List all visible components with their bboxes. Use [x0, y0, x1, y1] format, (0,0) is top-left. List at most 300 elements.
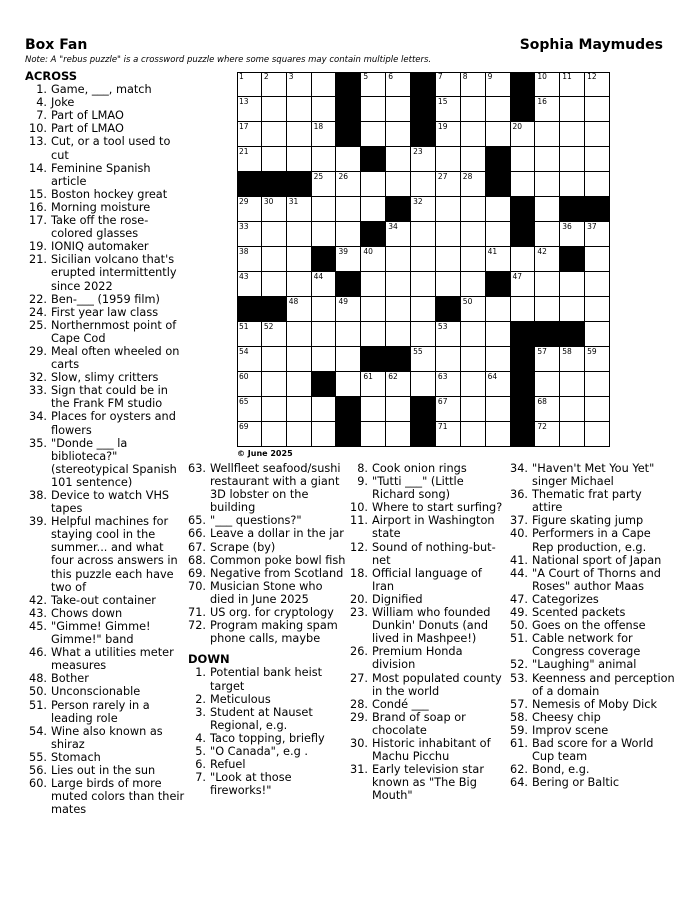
grid-cell[interactable] — [386, 422, 411, 447]
clue-item[interactable] — [510, 514, 675, 527]
grid-cell[interactable] — [585, 222, 610, 247]
grid-cell[interactable] — [511, 172, 536, 197]
clue-item[interactable] — [27, 135, 185, 161]
grid-cell[interactable] — [585, 322, 610, 347]
grid-cell[interactable] — [361, 322, 386, 347]
grid-cell[interactable] — [262, 97, 287, 122]
grid-cell[interactable] — [486, 347, 511, 372]
clue-item[interactable] — [510, 724, 675, 737]
grid-cell[interactable] — [312, 147, 337, 172]
clue-item[interactable] — [27, 751, 185, 764]
grid-cell[interactable] — [411, 222, 436, 247]
grid-cell[interactable] — [585, 97, 610, 122]
grid-cell[interactable] — [585, 272, 610, 297]
grid-cell[interactable] — [411, 197, 436, 222]
grid-cell[interactable] — [560, 72, 585, 97]
grid-cell[interactable] — [312, 322, 337, 347]
grid-cell[interactable] — [486, 297, 511, 322]
clue-item[interactable] — [190, 666, 348, 692]
grid-cell[interactable] — [560, 272, 585, 297]
grid-cell[interactable] — [262, 347, 287, 372]
grid-cell[interactable] — [287, 222, 312, 247]
clue-item[interactable] — [27, 489, 185, 515]
clue-number: 59. — [510, 723, 528, 737]
grid-cell[interactable] — [312, 122, 337, 147]
grid-cell[interactable] — [436, 72, 461, 97]
grid-cell[interactable] — [386, 122, 411, 147]
grid-cell[interactable] — [436, 247, 461, 272]
clue-item[interactable] — [510, 698, 675, 711]
clue-item[interactable] — [350, 763, 505, 802]
cell-number: 8 — [462, 72, 468, 81]
grid-cell[interactable] — [560, 397, 585, 422]
clue-number: 56. — [29, 763, 47, 777]
grid-cell[interactable] — [560, 222, 585, 247]
clue-item[interactable] — [510, 672, 675, 698]
clue-text: Bond, e.g. — [532, 763, 590, 777]
clue-item[interactable] — [27, 699, 185, 725]
grid-cell[interactable] — [361, 422, 386, 447]
clue-item[interactable] — [27, 371, 185, 384]
grid-cell[interactable] — [436, 197, 461, 222]
grid-cell[interactable] — [287, 147, 312, 172]
clue-text: Sign that could be in the Frank FM studio — [51, 384, 168, 411]
grid-cell[interactable] — [560, 122, 585, 147]
grid-cell[interactable] — [511, 122, 536, 147]
clue-item[interactable] — [27, 777, 185, 816]
grid-cell[interactable] — [386, 372, 411, 397]
clue-item[interactable] — [510, 776, 675, 789]
grid-cell[interactable] — [436, 272, 461, 297]
grid-cell[interactable] — [361, 197, 386, 222]
clue-item[interactable] — [27, 607, 185, 620]
grid-cell[interactable] — [361, 272, 386, 297]
grid-cell[interactable] — [486, 222, 511, 247]
grid-cell[interactable] — [287, 122, 312, 147]
clue-number: 1. — [36, 83, 47, 97]
clue-item[interactable] — [510, 462, 675, 488]
clue-item[interactable] — [27, 620, 185, 646]
grid-cell[interactable] — [461, 172, 486, 197]
grid-cell[interactable] — [312, 72, 337, 97]
grid-cell[interactable] — [386, 172, 411, 197]
clue-text: Program making spam phone calls, maybe — [210, 619, 338, 646]
clue-item[interactable] — [188, 619, 348, 645]
grid-cell[interactable] — [287, 397, 312, 422]
grid-cell[interactable] — [386, 322, 411, 347]
grid-cell[interactable] — [585, 172, 610, 197]
grid-cell[interactable] — [486, 72, 511, 97]
clue-item[interactable] — [27, 162, 185, 188]
grid-cell[interactable] — [262, 322, 287, 347]
clue-item[interactable] — [27, 672, 185, 685]
clue-item[interactable] — [350, 567, 505, 593]
clue-item[interactable] — [27, 109, 185, 122]
grid-cell[interactable] — [262, 197, 287, 222]
clue-item[interactable] — [27, 515, 185, 594]
grid-cell[interactable] — [461, 72, 486, 97]
grid-cell[interactable] — [411, 147, 436, 172]
clue-item[interactable] — [27, 646, 185, 672]
clue-item[interactable] — [188, 541, 348, 554]
grid-cell[interactable] — [535, 297, 560, 322]
grid-cell[interactable] — [585, 397, 610, 422]
grid-cell[interactable] — [411, 372, 436, 397]
clue-text: "Gimme! Gimme! Gimme!" band — [51, 619, 151, 647]
grid-cell[interactable] — [461, 197, 486, 222]
clue-item[interactable] — [188, 462, 348, 514]
clue-item[interactable] — [510, 763, 675, 776]
clue-text: "Donde ___ la biblioteca?" (stereotypical Spanish 101 sentence) — [51, 436, 177, 489]
grid-cell[interactable] — [386, 147, 411, 172]
grid-cell[interactable] — [237, 222, 262, 247]
grid-cell[interactable] — [535, 172, 560, 197]
grid-cell[interactable] — [361, 97, 386, 122]
grid-cell[interactable] — [312, 197, 337, 222]
grid-cell[interactable] — [461, 247, 486, 272]
clue-item[interactable] — [190, 771, 348, 797]
clue-text: Part of LMAO — [51, 109, 124, 123]
clue-item[interactable] — [190, 758, 348, 771]
grid-cell[interactable] — [535, 247, 560, 272]
grid-cell[interactable] — [436, 372, 461, 397]
clue-item[interactable] — [350, 645, 505, 671]
grid-cell[interactable] — [511, 247, 536, 272]
grid-cell[interactable] — [336, 372, 361, 397]
grid-cell[interactable] — [262, 372, 287, 397]
grid-cell[interactable] — [486, 122, 511, 147]
grid-cell[interactable] — [560, 347, 585, 372]
grid-cell[interactable] — [361, 297, 386, 322]
clue-item[interactable] — [510, 488, 675, 514]
clue-text: Meal often wheeled on carts — [51, 344, 180, 372]
grid-cell[interactable] — [262, 272, 287, 297]
cell-number: 37 — [587, 222, 597, 231]
clue-text: Figure skating jump — [532, 514, 644, 528]
grid-cell[interactable] — [361, 247, 386, 272]
grid-cell[interactable] — [237, 147, 262, 172]
clue-item[interactable] — [510, 737, 675, 763]
clue-item[interactable] — [510, 567, 675, 593]
grid-cell[interactable] — [436, 222, 461, 247]
clue-item[interactable] — [27, 240, 185, 253]
grid-cell[interactable] — [312, 297, 337, 322]
grid-cell[interactable] — [560, 97, 585, 122]
clue-item[interactable] — [350, 514, 505, 540]
cell-number: 39 — [338, 247, 348, 256]
grid-cell[interactable] — [287, 422, 312, 447]
clue-text: Part of LMAO — [51, 122, 124, 136]
clue-text: Common poke bowl fish — [210, 553, 346, 567]
grid-cell[interactable] — [287, 322, 312, 347]
clue-number: 11. — [350, 514, 368, 528]
grid-cell[interactable] — [461, 272, 486, 297]
grid-cell[interactable] — [461, 347, 486, 372]
grid-cell[interactable] — [237, 197, 262, 222]
clue-item[interactable] — [27, 96, 185, 109]
clue-item[interactable] — [27, 594, 185, 607]
grid-cell[interactable] — [262, 147, 287, 172]
grid-cell[interactable] — [461, 222, 486, 247]
clue-number: 44. — [510, 566, 528, 580]
grid-cell[interactable] — [361, 122, 386, 147]
grid-cell[interactable] — [461, 322, 486, 347]
grid-cell[interactable] — [411, 347, 436, 372]
grid-cell[interactable] — [560, 372, 585, 397]
clue-item[interactable] — [27, 384, 185, 410]
clue-item[interactable] — [27, 437, 185, 489]
grid-cell[interactable] — [312, 272, 337, 297]
grid-cell[interactable] — [560, 422, 585, 447]
grid-cell[interactable] — [560, 147, 585, 172]
grid-cell[interactable] — [411, 322, 436, 347]
clue-item[interactable] — [350, 737, 505, 763]
clue-item[interactable] — [190, 732, 348, 745]
clue-item[interactable] — [27, 201, 185, 214]
grid-cell[interactable] — [262, 422, 287, 447]
grid-cell[interactable] — [461, 147, 486, 172]
black-square — [436, 297, 461, 322]
grid-cell[interactable] — [511, 147, 536, 172]
grid-cell[interactable] — [535, 397, 560, 422]
grid-cell[interactable] — [486, 197, 511, 222]
clue-text: Refuel — [210, 758, 246, 772]
grid-cell[interactable] — [361, 372, 386, 397]
grid-cell[interactable] — [486, 397, 511, 422]
clue-item[interactable] — [27, 253, 185, 292]
clue-item[interactable] — [350, 541, 505, 567]
grid-cell[interactable] — [237, 322, 262, 347]
grid-cell[interactable] — [237, 72, 262, 97]
grid-cell[interactable] — [535, 197, 560, 222]
grid-cell[interactable] — [585, 347, 610, 372]
grid-cell[interactable] — [511, 297, 536, 322]
grid-cell[interactable] — [287, 372, 312, 397]
grid-cell[interactable] — [287, 297, 312, 322]
grid-cell[interactable] — [436, 422, 461, 447]
grid-cell[interactable] — [386, 397, 411, 422]
grid-cell[interactable] — [585, 247, 610, 272]
clue-item[interactable] — [350, 462, 505, 475]
grid-cell[interactable] — [287, 247, 312, 272]
grid-cell[interactable] — [436, 397, 461, 422]
grid-cell[interactable] — [436, 147, 461, 172]
clue-item[interactable] — [188, 567, 348, 580]
grid-cell[interactable] — [336, 197, 361, 222]
grid-cell[interactable] — [386, 222, 411, 247]
grid-cell[interactable] — [411, 247, 436, 272]
grid-cell[interactable] — [585, 147, 610, 172]
clue-item[interactable] — [27, 293, 185, 306]
grid-cell[interactable] — [585, 122, 610, 147]
clue-item[interactable] — [350, 711, 505, 737]
grid-cell[interactable] — [386, 247, 411, 272]
grid-cell[interactable] — [336, 347, 361, 372]
grid-cell[interactable] — [237, 97, 262, 122]
grid-cell[interactable] — [287, 347, 312, 372]
clue-item[interactable] — [27, 214, 185, 240]
clue-item[interactable] — [190, 706, 348, 732]
grid-cell[interactable] — [386, 297, 411, 322]
grid-cell[interactable] — [287, 197, 312, 222]
clue-item[interactable] — [27, 345, 185, 371]
grid-cell[interactable] — [237, 347, 262, 372]
grid-cell[interactable] — [461, 422, 486, 447]
grid-cell[interactable] — [262, 397, 287, 422]
grid-cell[interactable] — [386, 97, 411, 122]
grid-cell[interactable] — [461, 122, 486, 147]
clue-item[interactable] — [350, 475, 505, 501]
grid-cell[interactable] — [535, 147, 560, 172]
clue-item[interactable] — [188, 527, 348, 540]
grid-cell[interactable] — [312, 172, 337, 197]
black-square — [262, 172, 287, 197]
grid-cell[interactable] — [535, 72, 560, 97]
grid-cell[interactable] — [535, 122, 560, 147]
clue-item[interactable] — [188, 580, 348, 606]
grid-cell[interactable] — [287, 72, 312, 97]
clue-item[interactable] — [188, 554, 348, 567]
clue-item[interactable] — [350, 698, 505, 711]
grid-cell[interactable] — [361, 172, 386, 197]
clue-item[interactable] — [27, 725, 185, 751]
grid-cell[interactable] — [436, 97, 461, 122]
grid-cell[interactable] — [262, 222, 287, 247]
grid-cell[interactable] — [237, 122, 262, 147]
grid-cell[interactable] — [336, 322, 361, 347]
cell-number: 14 — [338, 97, 348, 106]
clue-item[interactable] — [350, 593, 505, 606]
clue-number: 39. — [29, 515, 47, 529]
clue-item[interactable] — [350, 501, 505, 514]
grid-cell[interactable] — [237, 397, 262, 422]
clue-item[interactable] — [27, 306, 185, 319]
grid-cell[interactable] — [436, 347, 461, 372]
grid-cell[interactable] — [585, 72, 610, 97]
grid-cell[interactable] — [560, 172, 585, 197]
grid-cell[interactable] — [461, 397, 486, 422]
grid-cell[interactable] — [486, 372, 511, 397]
grid-cell[interactable] — [262, 72, 287, 97]
grid-cell[interactable] — [312, 347, 337, 372]
clue-text: Places for oysters and flowers — [51, 410, 176, 437]
clue-item[interactable] — [350, 606, 505, 645]
grid-cell[interactable] — [287, 272, 312, 297]
grid-cell[interactable] — [585, 422, 610, 447]
grid-cell[interactable] — [237, 372, 262, 397]
clue-item[interactable] — [510, 619, 675, 632]
clue-item[interactable] — [27, 410, 185, 436]
grid-cell[interactable] — [461, 372, 486, 397]
grid-cell[interactable] — [386, 272, 411, 297]
clue-item[interactable] — [27, 188, 185, 201]
clue-item[interactable] — [27, 319, 185, 345]
grid-cell[interactable] — [361, 72, 386, 97]
grid-cell[interactable] — [535, 97, 560, 122]
grid-cell[interactable] — [262, 122, 287, 147]
grid-cell[interactable] — [336, 297, 361, 322]
grid-cell[interactable] — [535, 422, 560, 447]
grid-cell[interactable] — [312, 97, 337, 122]
grid-cell[interactable] — [237, 272, 262, 297]
clue-item[interactable] — [190, 693, 348, 706]
clue-item[interactable] — [510, 632, 675, 658]
grid-cell[interactable] — [535, 272, 560, 297]
grid-cell[interactable] — [262, 247, 287, 272]
grid-cell[interactable] — [585, 372, 610, 397]
clue-item[interactable] — [27, 122, 185, 135]
grid-cell[interactable] — [486, 247, 511, 272]
clue-item[interactable] — [27, 685, 185, 698]
grid-cell[interactable] — [312, 422, 337, 447]
grid-cell[interactable] — [486, 97, 511, 122]
clue-item[interactable] — [510, 711, 675, 724]
grid-cell[interactable] — [535, 222, 560, 247]
clue-text: Stomach — [51, 750, 101, 764]
clue-item[interactable] — [510, 593, 675, 606]
cell-number: 57 — [537, 347, 547, 356]
clue-text: "A Court of Thorns and Roses" author Maas — [532, 566, 661, 593]
grid-cell[interactable] — [386, 72, 411, 97]
grid-cell[interactable] — [461, 97, 486, 122]
clue-item[interactable] — [27, 83, 185, 96]
grid-cell[interactable] — [486, 422, 511, 447]
clue-item[interactable] — [350, 672, 505, 698]
clue-item[interactable] — [510, 554, 675, 567]
clue-number: 31. — [350, 763, 368, 777]
grid-cell[interactable] — [411, 297, 436, 322]
grid-cell[interactable] — [560, 297, 585, 322]
grid-cell[interactable] — [436, 122, 461, 147]
grid-cell[interactable] — [287, 97, 312, 122]
clue-item[interactable] — [27, 764, 185, 777]
clue-number: 13. — [29, 135, 47, 149]
grid-cell[interactable] — [535, 347, 560, 372]
grid-cell[interactable] — [336, 222, 361, 247]
grid-cell[interactable] — [361, 397, 386, 422]
grid-cell[interactable] — [436, 322, 461, 347]
grid-cell[interactable] — [336, 247, 361, 272]
grid-cell[interactable] — [336, 147, 361, 172]
grid-cell[interactable] — [511, 272, 536, 297]
clue-item[interactable] — [188, 514, 348, 527]
grid-cell[interactable] — [312, 222, 337, 247]
clue-item[interactable] — [510, 658, 675, 671]
clue-item[interactable] — [190, 745, 348, 758]
grid-cell[interactable] — [486, 322, 511, 347]
grid-cell[interactable] — [411, 172, 436, 197]
puzzle-title: Box Fan — [25, 37, 88, 53]
clue-item[interactable] — [510, 527, 675, 553]
down-clues-column-3 — [350, 462, 505, 802]
crossword-grid — [237, 72, 610, 447]
across-clues-column-1 — [25, 70, 185, 816]
grid-cell[interactable] — [237, 247, 262, 272]
grid-cell[interactable] — [411, 272, 436, 297]
grid-cell[interactable] — [461, 297, 486, 322]
grid-cell[interactable] — [585, 297, 610, 322]
grid-cell[interactable] — [312, 397, 337, 422]
grid-cell[interactable] — [535, 372, 560, 397]
clue-text: "___ questions?" — [210, 514, 302, 528]
grid-cell[interactable] — [237, 422, 262, 447]
grid-cell[interactable] — [336, 172, 361, 197]
clue-item[interactable] — [188, 606, 348, 619]
clue-number: 53. — [510, 671, 528, 685]
clue-number: 34. — [29, 410, 47, 424]
clue-item[interactable] — [510, 606, 675, 619]
grid-cell[interactable] — [436, 172, 461, 197]
